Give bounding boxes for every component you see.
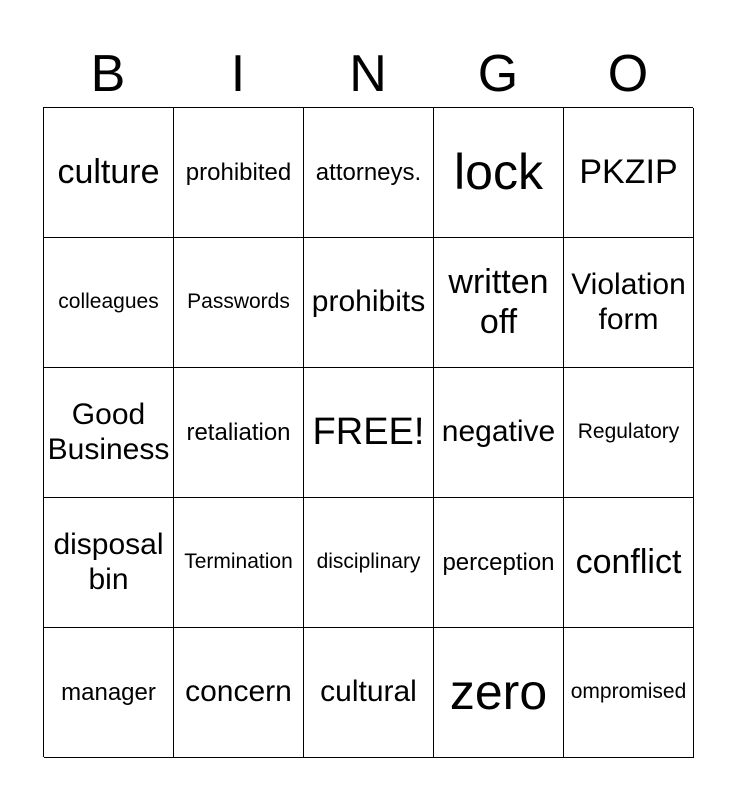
header-letter-b: B [90,45,126,103]
bingo-cell[interactable]: Good Business [44,368,174,498]
bingo-cell[interactable]: attorneys. [304,108,434,238]
bingo-cell[interactable]: Regulatory [564,368,694,498]
bingo-cell[interactable]: disposal bin [44,498,174,628]
bingo-cell[interactable]: lock [434,108,564,238]
bingo-cell[interactable]: Passwords [174,238,304,368]
header-letter-o: O [607,45,649,103]
bingo-cell[interactable]: manager [44,628,174,758]
bingo-cell[interactable]: negative [434,368,564,498]
bingo-cell[interactable]: concern [174,628,304,758]
bingo-cell[interactable]: Violation form [564,238,694,368]
bingo-cell[interactable]: Termination [174,498,304,628]
bingo-cell[interactable]: cultural [304,628,434,758]
free-cell[interactable]: FREE! [304,368,434,498]
bingo-cell[interactable]: written off [434,238,564,368]
bingo-header [43,42,693,106]
bingo-cell[interactable]: PKZIP [564,108,694,238]
bingo-cell[interactable]: colleagues [44,238,174,368]
header-letter-g: G [477,45,519,103]
header-letter-i: I [230,45,246,103]
bingo-cell[interactable]: culture [44,108,174,238]
bingo-cell[interactable]: conflict [564,498,694,628]
bingo-cell[interactable]: zero [434,628,564,758]
bingo-cell[interactable]: perception [434,498,564,628]
bingo-cell[interactable]: retaliation [174,368,304,498]
bingo-cell[interactable]: disciplinary [304,498,434,628]
bingo-board [43,107,693,757]
bingo-cell[interactable]: prohibited [174,108,304,238]
bingo-cell[interactable]: prohibits [304,238,434,368]
bingo-cell[interactable]: ompromised [564,628,694,758]
header-letter-n: N [349,45,387,103]
